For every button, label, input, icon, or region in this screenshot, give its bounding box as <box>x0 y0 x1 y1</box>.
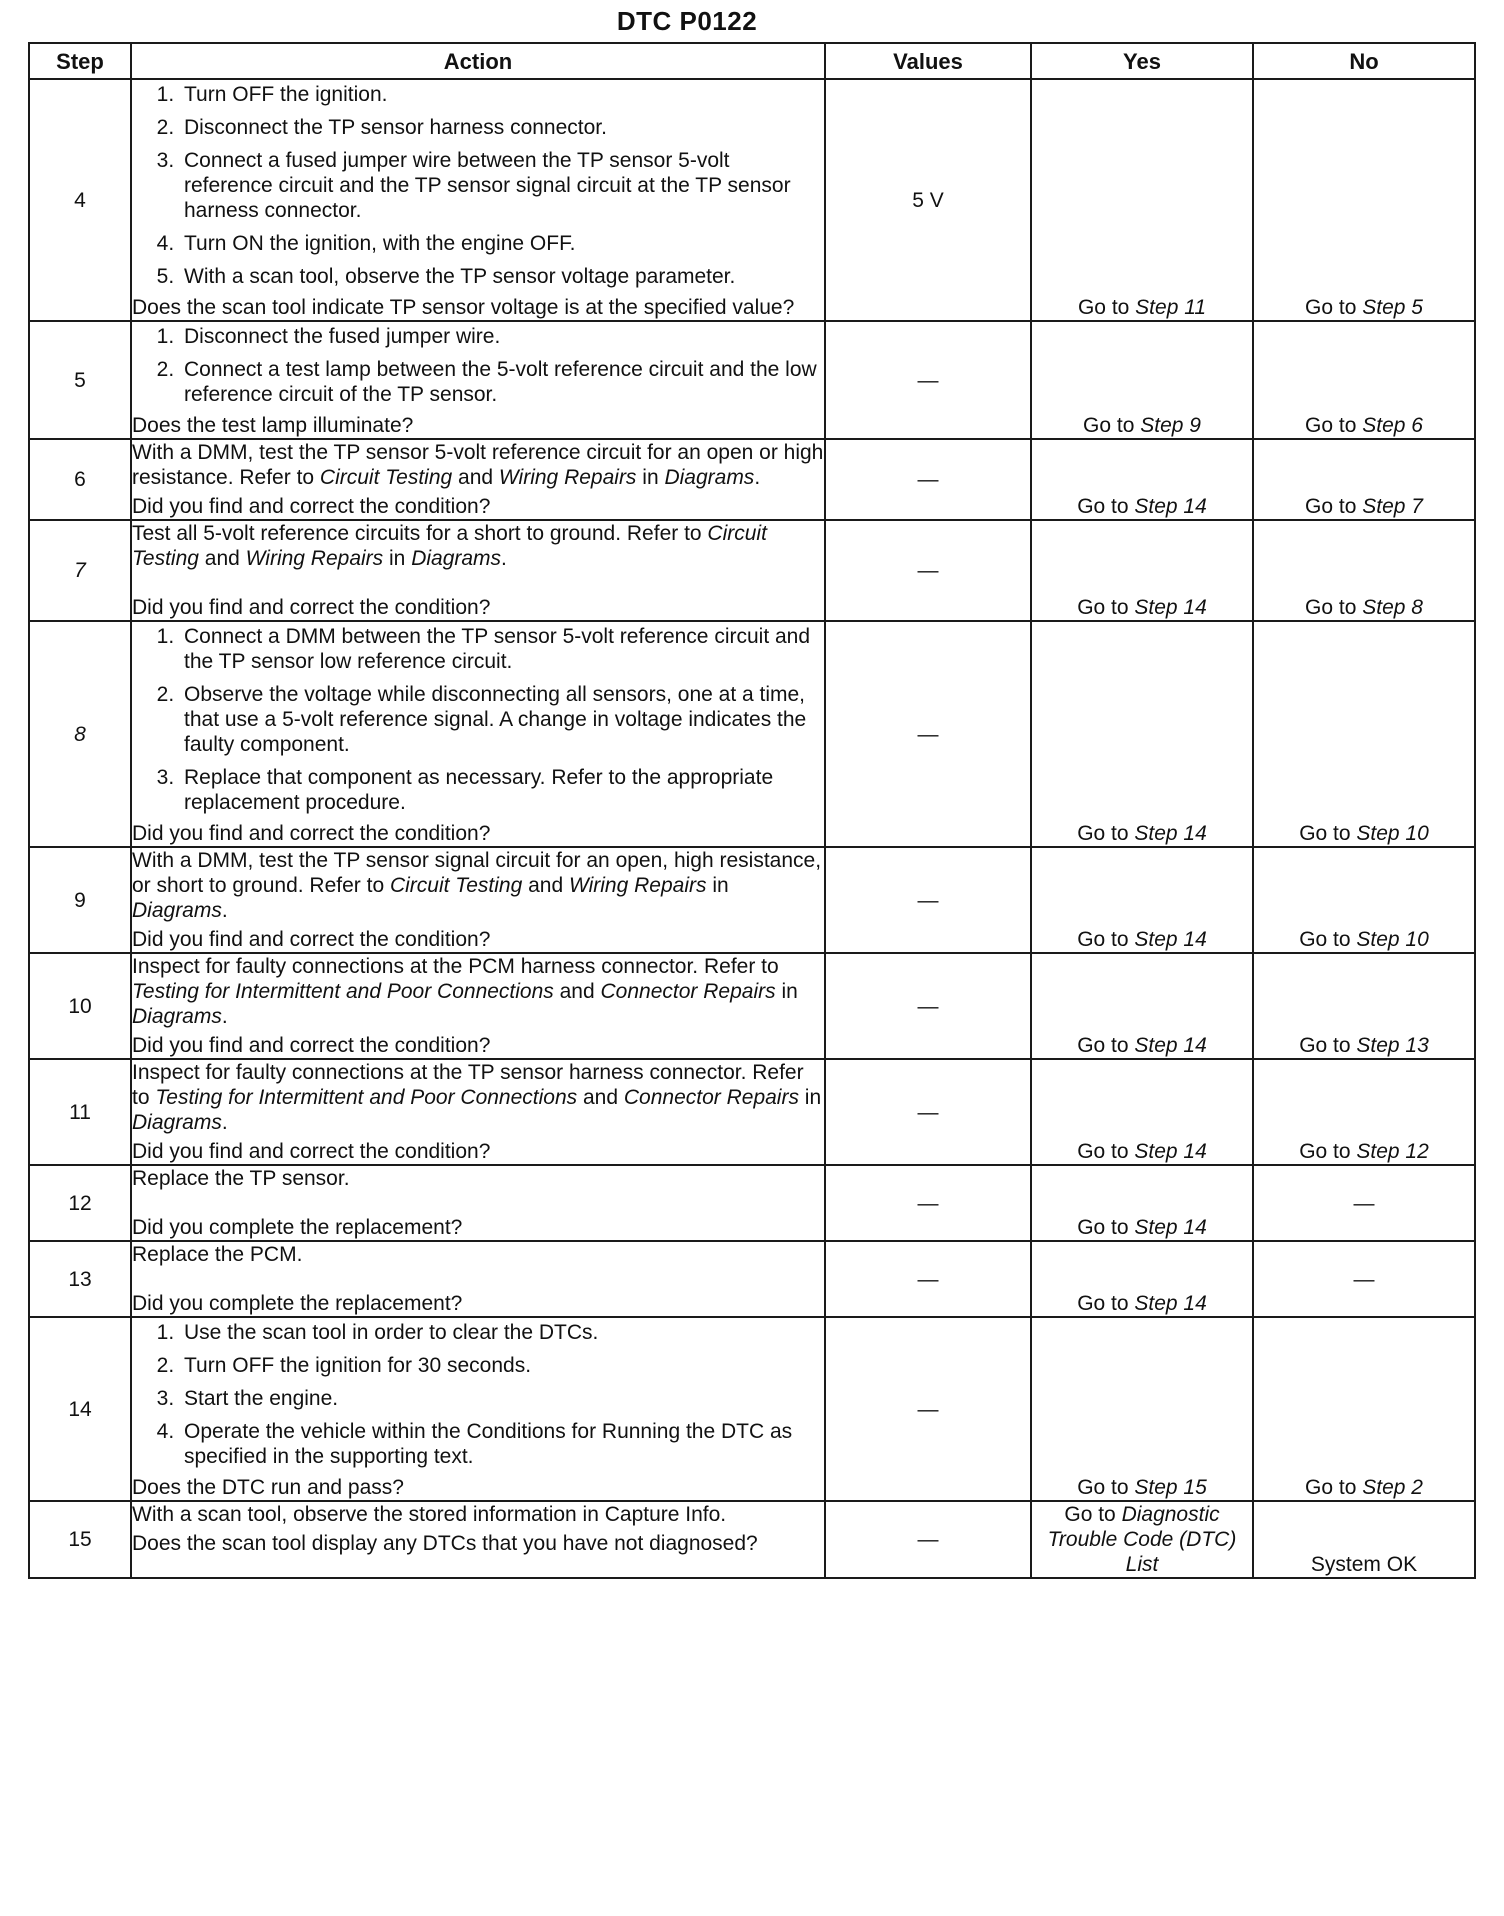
no-prefix: Go to <box>1299 1140 1357 1163</box>
reference-link-text: Connector Repairs <box>600 980 776 1003</box>
table-row <box>29 1501 1475 1578</box>
step-number <box>29 520 131 621</box>
substep: 2. Observe the voltage while disconnecting all sensors, one at a time, that use a 5-volt reference signal. A change in voltage indicates the faulty component. <box>180 682 824 757</box>
no-target: Step 7 <box>1362 495 1423 518</box>
header-step: Step <box>29 43 131 79</box>
no-target: Step 10 <box>1356 928 1429 951</box>
action-cell <box>131 1501 825 1578</box>
no-cell <box>1253 953 1475 1059</box>
action-question: Did you find and correct the condition? <box>132 495 491 518</box>
table-row <box>29 1241 1475 1317</box>
yes-target: Step 14 <box>1134 1034 1207 1057</box>
yes-cell <box>1031 79 1253 321</box>
action-question: Did you find and correct the condition? <box>132 822 491 845</box>
yes-target: Step 14 <box>1134 495 1207 518</box>
header-action: Action <box>131 43 825 79</box>
yes-target: Step 15 <box>1134 1476 1207 1499</box>
text-run: in <box>383 547 412 570</box>
step-number: 13 <box>29 1241 131 1317</box>
yes-prefix: Go to <box>1077 1476 1135 1499</box>
substep: 3. Start the engine. <box>180 1386 824 1411</box>
yes-target: Step 14 <box>1134 1140 1207 1163</box>
reference-link-text: Circuit Testing <box>389 874 523 897</box>
substep: 4. Turn ON the ignition, with the engine OFF. <box>180 231 824 256</box>
text-run: With a DMM, test the TP sensor signal circuit for an open, high resistance, or short to ground. Refer to <box>132 849 822 897</box>
substep-list <box>132 82 824 289</box>
step-number: 12 <box>29 1165 131 1241</box>
action-question: Did you complete the replacement? <box>132 1216 463 1239</box>
no-cell <box>1253 621 1475 847</box>
action-question: Does the test lamp illuminate? <box>132 414 414 437</box>
text-run: and <box>553 980 601 1003</box>
spacer <box>132 1191 824 1215</box>
no-cell <box>1253 79 1475 321</box>
substep: 2. Disconnect the TP sensor harness connector. <box>180 115 824 140</box>
no-prefix: Go to <box>1305 596 1363 619</box>
substep-list <box>132 624 824 815</box>
text-run: . <box>221 899 228 922</box>
value-cell: — <box>825 321 1031 439</box>
action-cell <box>131 621 825 847</box>
text-run: . <box>221 1005 228 1028</box>
action-text <box>132 440 824 490</box>
yes-cell <box>1031 847 1253 953</box>
yes-prefix: Go to <box>1083 414 1141 437</box>
action-cell <box>131 1317 825 1501</box>
text-run: Inspect for faulty connections at the PCM harness connector. Refer to <box>132 955 779 978</box>
action-cell <box>131 847 825 953</box>
action-question: Did you find and correct the condition? <box>132 596 491 619</box>
yes-cell <box>1031 321 1253 439</box>
header-values: Values <box>825 43 1031 79</box>
table-row <box>29 79 1475 321</box>
table-row <box>29 439 1475 520</box>
no-cell <box>1253 520 1475 621</box>
step-number: 9 <box>29 847 131 953</box>
value-cell: — <box>825 1165 1031 1241</box>
step-number: 5 <box>29 321 131 439</box>
yes-prefix: Go to <box>1077 928 1135 951</box>
no-target: Step 12 <box>1356 1140 1429 1163</box>
substep: 2. Connect a test lamp between the 5-volt reference circuit and the low reference circuit of the TP sensor. <box>180 357 824 407</box>
reference-link-text: Wiring Repairs <box>498 466 637 489</box>
action-cell <box>131 1165 825 1241</box>
action-question: Did you find and correct the condition? <box>132 928 491 951</box>
step-number-text: 8 <box>74 722 86 746</box>
yes-target: Step 9 <box>1140 414 1201 437</box>
substep: 3. Connect a fused jumper wire between the TP sensor 5-volt reference circuit and the TP sensor signal circuit at the TP sensor harness connector. <box>180 148 824 223</box>
reference-link-text: Wiring Repairs <box>245 547 384 570</box>
text-run: Inspect for faulty connections at the TP sensor harness connector. Refer to <box>132 1061 804 1109</box>
action-cell <box>131 520 825 621</box>
substep: 5. With a scan tool, observe the TP sensor voltage parameter. <box>180 264 824 289</box>
reference-link-text: Diagrams <box>132 1111 222 1134</box>
step-number <box>29 621 131 847</box>
action-cell <box>131 953 825 1059</box>
reference-link-text: Circuit Testing <box>319 466 453 489</box>
no-prefix: Go to <box>1299 822 1357 845</box>
table-row <box>29 520 1475 621</box>
no-target: Step 8 <box>1362 596 1423 619</box>
diagnostic-table <box>28 42 1476 1579</box>
action-text: With a scan tool, observe the stored information in Capture Info. <box>132 1503 727 1526</box>
substep: 3. Replace that component as necessary. Refer to the appropriate replacement procedure. <box>180 765 824 815</box>
no-prefix: Go to <box>1305 296 1363 319</box>
header-yes: Yes <box>1031 43 1253 79</box>
no-target: Step 5 <box>1362 296 1423 319</box>
yes-prefix: Go to <box>1077 296 1136 319</box>
value-cell: 5 V <box>825 79 1031 321</box>
yes-cell <box>1031 1059 1253 1165</box>
action-text <box>132 1060 824 1135</box>
reference-link-text: Diagrams <box>132 1005 222 1028</box>
no-cell <box>1253 439 1475 520</box>
text-run: . <box>754 466 761 489</box>
yes-cell <box>1031 1501 1253 1578</box>
reference-link-text: Testing for Intermittent and Poor Connections <box>132 980 554 1003</box>
action-question: Does the DTC run and pass? <box>132 1476 404 1499</box>
action-text: Replace the TP sensor. <box>132 1167 350 1190</box>
table-row <box>29 1059 1475 1165</box>
action-text <box>132 954 824 1029</box>
action-text <box>132 521 824 571</box>
spacer <box>132 1267 824 1291</box>
step-number: 15 <box>29 1501 131 1578</box>
page-title: DTC P0122 <box>616 6 758 36</box>
text-run: . <box>501 547 507 570</box>
reference-link-text: Connector Repairs <box>623 1086 799 1109</box>
step-number: 6 <box>29 439 131 520</box>
no-target: Step 13 <box>1356 1034 1429 1057</box>
action-cell <box>131 1059 825 1165</box>
value-cell: — <box>825 953 1031 1059</box>
no-prefix: Go to <box>1299 1034 1357 1057</box>
action-cell <box>131 79 825 321</box>
step-number: 14 <box>29 1317 131 1501</box>
text-run: in <box>636 466 665 489</box>
table-row <box>29 1165 1475 1241</box>
text-run: . <box>221 1111 228 1134</box>
yes-prefix: Go to <box>1077 1216 1135 1239</box>
reference-link-text: Diagrams <box>664 466 755 489</box>
value-cell: — <box>825 621 1031 847</box>
yes-target: Step 14 <box>1134 1216 1207 1239</box>
table-row <box>29 847 1475 953</box>
text-run: in <box>706 874 729 897</box>
action-cell <box>131 321 825 439</box>
text-run: Test all 5-volt reference circuits for a short to ground. Refer to <box>132 522 708 545</box>
no-prefix: Go to <box>1305 1476 1363 1499</box>
table-row <box>29 953 1475 1059</box>
action-text: Replace the PCM. <box>132 1243 303 1266</box>
substep: 2. Turn OFF the ignition for 30 seconds. <box>180 1353 824 1378</box>
yes-target: Step 14 <box>1134 596 1207 619</box>
action-question: Does the scan tool indicate TP sensor voltage is at the specified value? <box>132 296 795 319</box>
step-number: 10 <box>29 953 131 1059</box>
reference-link-text: Circuit Testing <box>132 522 767 570</box>
yes-prefix: Go to <box>1077 822 1135 845</box>
no-prefix: Go to <box>1299 928 1357 951</box>
table-row <box>29 321 1475 439</box>
action-question: Did you find and correct the condition? <box>132 1034 491 1057</box>
table-header-row <box>29 43 1475 79</box>
text-run: and <box>522 874 569 897</box>
yes-prefix: Go to <box>1077 1034 1135 1057</box>
text-run: in <box>798 1086 822 1109</box>
yes-prefix: Go to <box>1077 495 1135 518</box>
yes-cell <box>1031 1241 1253 1317</box>
substep: 1. Use the scan tool in order to clear the DTCs. <box>180 1320 824 1345</box>
yes-target: Step 14 <box>1134 1292 1207 1315</box>
reference-link-text: Testing for Intermittent and Poor Connections <box>155 1086 578 1109</box>
value-cell: — <box>825 847 1031 953</box>
value-cell: — <box>825 1059 1031 1165</box>
substep: 1. Disconnect the fused jumper wire. <box>180 324 824 349</box>
value-cell: — <box>825 439 1031 520</box>
yes-target: Step 14 <box>1134 928 1207 951</box>
yes-prefix: Go to <box>1077 596 1135 619</box>
reference-link-text: Diagrams <box>411 547 502 570</box>
no-cell <box>1253 1317 1475 1501</box>
yes-cell <box>1031 1165 1253 1241</box>
action-cell <box>131 439 825 520</box>
no-cell: — <box>1253 1241 1475 1317</box>
yes-target: Step 11 <box>1135 296 1207 319</box>
no-cell: System OK <box>1253 1501 1475 1578</box>
no-prefix: Go to <box>1305 414 1363 437</box>
value-cell: — <box>825 520 1031 621</box>
value-cell: — <box>825 1317 1031 1501</box>
value-cell: — <box>825 1501 1031 1578</box>
spacer <box>132 571 824 595</box>
action-question: Did you find and correct the condition? <box>132 1140 491 1163</box>
text-run: and <box>577 1086 624 1109</box>
step-number: 4 <box>29 79 131 321</box>
step-number-text: 7 <box>74 559 86 582</box>
yes-cell <box>1031 953 1253 1059</box>
no-target: Step 2 <box>1362 1476 1423 1499</box>
table-row <box>29 621 1475 847</box>
no-prefix: Go to <box>1305 495 1363 518</box>
yes-cell <box>1031 520 1253 621</box>
value-cell: — <box>825 1241 1031 1317</box>
yes-cell <box>1031 621 1253 847</box>
no-target: Step 6 <box>1362 414 1423 437</box>
substep-list <box>132 324 824 407</box>
yes-prefix: Go to <box>1077 1140 1135 1163</box>
substep-list <box>132 1320 824 1469</box>
no-cell <box>1253 1059 1475 1165</box>
step-number: 11 <box>29 1059 131 1165</box>
action-cell <box>131 1241 825 1317</box>
reference-link-text: Wiring Repairs <box>568 874 707 897</box>
reference-link-text: Diagrams <box>132 899 222 922</box>
substep: 4. Operate the vehicle within the Conditions for Running the DTC as specified in the supporting text. <box>180 1419 824 1469</box>
text-run: With a DMM, test the TP sensor 5-volt reference circuit for an open or high resistance. Refer to <box>132 441 824 489</box>
text-run: and <box>452 466 499 489</box>
yes-target: Step 14 <box>1134 822 1207 845</box>
action-text <box>132 848 824 923</box>
action-question: Did you complete the replacement? <box>132 1292 463 1315</box>
no-cell <box>1253 847 1475 953</box>
action-question: Does the scan tool display any DTCs that you have not diagnosed? <box>132 1532 758 1555</box>
yes-prefix: Go to <box>1077 1292 1135 1315</box>
yes-cell <box>1031 439 1253 520</box>
no-cell: — <box>1253 1165 1475 1241</box>
yes-target: Diagnostic Trouble Code (DTC) List <box>1047 1503 1237 1576</box>
table-row <box>29 1317 1475 1501</box>
no-target: Step 10 <box>1356 822 1429 845</box>
yes-prefix: Go to <box>1064 1503 1122 1526</box>
header-no: No <box>1253 43 1475 79</box>
text-run: in <box>775 980 798 1003</box>
substep: 1. Connect a DMM between the TP sensor 5-volt reference circuit and the TP sensor low reference circuit. <box>180 624 824 674</box>
no-cell <box>1253 321 1475 439</box>
yes-cell <box>1031 1317 1253 1501</box>
text-run: and <box>198 547 246 570</box>
substep: 1. Turn OFF the ignition. <box>180 82 824 107</box>
